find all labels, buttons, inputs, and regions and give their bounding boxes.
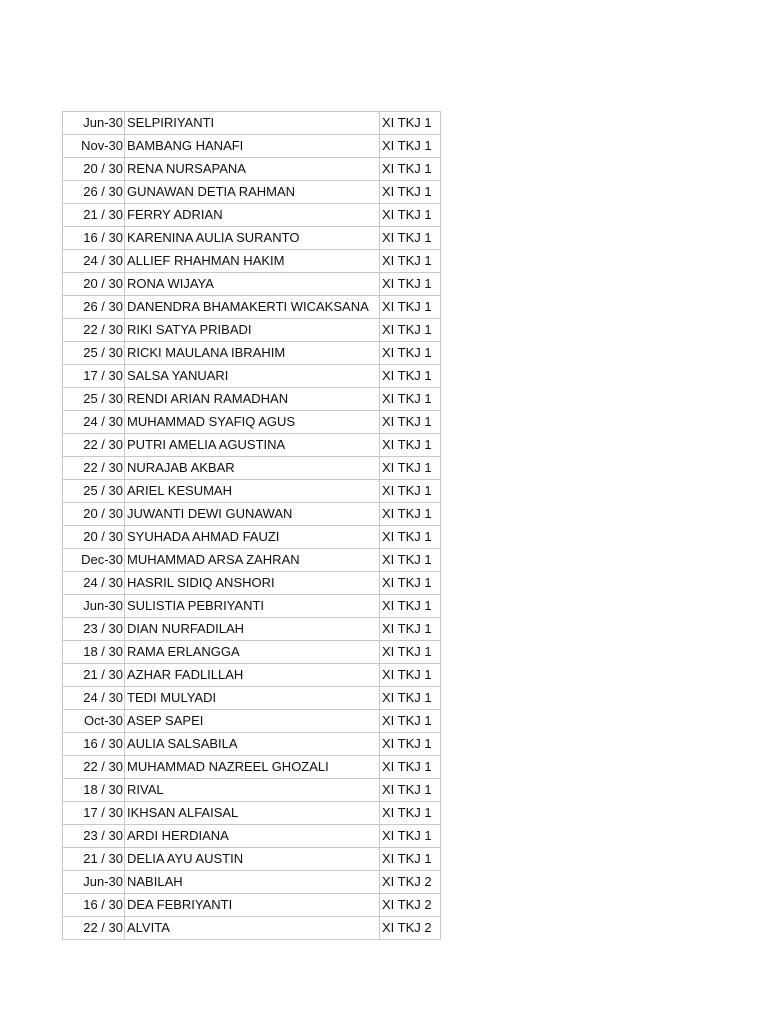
- student-name-cell: SELPIRIYANTI: [125, 112, 380, 135]
- student-name-cell: GUNAWAN DETIA RAHMAN: [125, 181, 380, 204]
- table-row: [63, 411, 441, 434]
- score-cell: 17 / 30: [63, 365, 125, 388]
- score-cell: 22 / 30: [63, 917, 125, 940]
- student-name-cell: NURAJAB AKBAR: [125, 457, 380, 480]
- spreadsheet-page: [62, 111, 440, 940]
- score-cell: 24 / 30: [63, 411, 125, 434]
- table-row: [63, 158, 441, 181]
- table-row: [63, 779, 441, 802]
- class-cell: XI TKJ 1: [380, 342, 441, 365]
- score-cell: 23 / 30: [63, 825, 125, 848]
- table-row: [63, 434, 441, 457]
- score-cell: 21 / 30: [63, 848, 125, 871]
- student-score-table: [62, 111, 441, 940]
- table-row: [63, 457, 441, 480]
- student-name-cell: SALSA YANUARI: [125, 365, 380, 388]
- student-name-cell: NABILAH: [125, 871, 380, 894]
- score-cell: Oct-30: [63, 710, 125, 733]
- table-row: [63, 618, 441, 641]
- score-cell: 25 / 30: [63, 342, 125, 365]
- class-cell: XI TKJ 1: [380, 733, 441, 756]
- student-name-cell: AZHAR FADLILLAH: [125, 664, 380, 687]
- table-row: [63, 526, 441, 549]
- score-cell: Dec-30: [63, 549, 125, 572]
- class-cell: XI TKJ 1: [380, 687, 441, 710]
- class-cell: XI TKJ 1: [380, 135, 441, 158]
- student-name-cell: DEA FEBRIYANTI: [125, 894, 380, 917]
- score-cell: 18 / 30: [63, 641, 125, 664]
- score-cell: Jun-30: [63, 871, 125, 894]
- student-name-cell: SYUHADA AHMAD FAUZI: [125, 526, 380, 549]
- class-cell: XI TKJ 1: [380, 388, 441, 411]
- score-cell: 21 / 30: [63, 204, 125, 227]
- score-cell: 22 / 30: [63, 457, 125, 480]
- table-row: [63, 319, 441, 342]
- score-cell: 20 / 30: [63, 526, 125, 549]
- student-name-cell: SULISTIA PEBRIYANTI: [125, 595, 380, 618]
- score-cell: 23 / 30: [63, 618, 125, 641]
- score-cell: 16 / 30: [63, 733, 125, 756]
- score-cell: 24 / 30: [63, 572, 125, 595]
- class-cell: XI TKJ 1: [380, 434, 441, 457]
- student-name-cell: ASEP SAPEI: [125, 710, 380, 733]
- student-name-cell: HASRIL SIDIQ ANSHORI: [125, 572, 380, 595]
- student-name-cell: BAMBANG HANAFI: [125, 135, 380, 158]
- table-row: [63, 825, 441, 848]
- class-cell: XI TKJ 1: [380, 756, 441, 779]
- class-cell: XI TKJ 2: [380, 894, 441, 917]
- student-name-cell: ALVITA: [125, 917, 380, 940]
- class-cell: XI TKJ 1: [380, 250, 441, 273]
- score-cell: 26 / 30: [63, 181, 125, 204]
- student-name-cell: DELIA AYU AUSTIN: [125, 848, 380, 871]
- class-cell: XI TKJ 1: [380, 503, 441, 526]
- student-name-cell: ARDI HERDIANA: [125, 825, 380, 848]
- table-row: [63, 250, 441, 273]
- table-row: [63, 733, 441, 756]
- class-cell: XI TKJ 1: [380, 549, 441, 572]
- student-name-cell: IKHSAN ALFAISAL: [125, 802, 380, 825]
- table-row: [63, 848, 441, 871]
- class-cell: XI TKJ 1: [380, 595, 441, 618]
- table-row: [63, 572, 441, 595]
- table-row: [63, 388, 441, 411]
- score-cell: 18 / 30: [63, 779, 125, 802]
- score-cell: 20 / 30: [63, 158, 125, 181]
- score-cell: 22 / 30: [63, 756, 125, 779]
- table-row: [63, 503, 441, 526]
- table-row: [63, 296, 441, 319]
- student-name-cell: MUHAMMAD NAZREEL GHOZALI: [125, 756, 380, 779]
- student-name-cell: ARIEL KESUMAH: [125, 480, 380, 503]
- table-row: [63, 135, 441, 158]
- student-name-cell: RIVAL: [125, 779, 380, 802]
- score-cell: Nov-30: [63, 135, 125, 158]
- score-cell: 22 / 30: [63, 319, 125, 342]
- student-name-cell: RONA WIJAYA: [125, 273, 380, 296]
- table-body: [63, 112, 441, 940]
- class-cell: XI TKJ 1: [380, 779, 441, 802]
- class-cell: XI TKJ 1: [380, 802, 441, 825]
- student-name-cell: RAMA ERLANGGA: [125, 641, 380, 664]
- class-cell: XI TKJ 2: [380, 917, 441, 940]
- table-row: [63, 227, 441, 250]
- student-name-cell: RIKI SATYA PRIBADI: [125, 319, 380, 342]
- class-cell: XI TKJ 1: [380, 411, 441, 434]
- table-row: [63, 480, 441, 503]
- class-cell: XI TKJ 1: [380, 273, 441, 296]
- student-name-cell: RICKI MAULANA IBRAHIM: [125, 342, 380, 365]
- class-cell: XI TKJ 1: [380, 365, 441, 388]
- class-cell: XI TKJ 1: [380, 112, 441, 135]
- score-cell: 22 / 30: [63, 434, 125, 457]
- class-cell: XI TKJ 1: [380, 710, 441, 733]
- table-row: [63, 549, 441, 572]
- score-cell: 16 / 30: [63, 894, 125, 917]
- table-row: [63, 595, 441, 618]
- table-row: [63, 917, 441, 940]
- table-row: [63, 641, 441, 664]
- table-row: [63, 894, 441, 917]
- score-cell: 20 / 30: [63, 503, 125, 526]
- class-cell: XI TKJ 2: [380, 871, 441, 894]
- score-cell: 25 / 30: [63, 480, 125, 503]
- table-row: [63, 710, 441, 733]
- table-row: [63, 687, 441, 710]
- class-cell: XI TKJ 1: [380, 526, 441, 549]
- score-cell: 24 / 30: [63, 687, 125, 710]
- score-cell: 21 / 30: [63, 664, 125, 687]
- score-cell: 20 / 30: [63, 273, 125, 296]
- student-name-cell: PUTRI AMELIA AGUSTINA: [125, 434, 380, 457]
- class-cell: XI TKJ 1: [380, 618, 441, 641]
- class-cell: XI TKJ 1: [380, 480, 441, 503]
- table-row: [63, 342, 441, 365]
- student-name-cell: DIAN NURFADILAH: [125, 618, 380, 641]
- student-name-cell: KARENINA AULIA SURANTO: [125, 227, 380, 250]
- class-cell: XI TKJ 1: [380, 296, 441, 319]
- student-name-cell: MUHAMMAD ARSA ZAHRAN: [125, 549, 380, 572]
- student-name-cell: AULIA SALSABILA: [125, 733, 380, 756]
- student-name-cell: TEDI MULYADI: [125, 687, 380, 710]
- class-cell: XI TKJ 1: [380, 572, 441, 595]
- table-row: [63, 204, 441, 227]
- student-name-cell: DANENDRA BHAMAKERTI WICAKSANA: [125, 296, 380, 319]
- table-row: [63, 802, 441, 825]
- score-cell: 17 / 30: [63, 802, 125, 825]
- score-cell: 16 / 30: [63, 227, 125, 250]
- class-cell: XI TKJ 1: [380, 204, 441, 227]
- score-cell: Jun-30: [63, 112, 125, 135]
- class-cell: XI TKJ 1: [380, 181, 441, 204]
- score-cell: 24 / 30: [63, 250, 125, 273]
- class-cell: XI TKJ 1: [380, 319, 441, 342]
- class-cell: XI TKJ 1: [380, 158, 441, 181]
- table-row: [63, 273, 441, 296]
- student-name-cell: RENA NURSAPANA: [125, 158, 380, 181]
- student-name-cell: JUWANTI DEWI GUNAWAN: [125, 503, 380, 526]
- table-row: [63, 664, 441, 687]
- class-cell: XI TKJ 1: [380, 641, 441, 664]
- table-row: [63, 365, 441, 388]
- class-cell: XI TKJ 1: [380, 664, 441, 687]
- student-name-cell: ALLIEF RHAHMAN HAKIM: [125, 250, 380, 273]
- class-cell: XI TKJ 1: [380, 848, 441, 871]
- table-row: [63, 871, 441, 894]
- score-cell: 25 / 30: [63, 388, 125, 411]
- score-cell: Jun-30: [63, 595, 125, 618]
- class-cell: XI TKJ 1: [380, 457, 441, 480]
- student-name-cell: MUHAMMAD SYAFIQ AGUS: [125, 411, 380, 434]
- table-row: [63, 112, 441, 135]
- score-cell: 26 / 30: [63, 296, 125, 319]
- table-row: [63, 181, 441, 204]
- student-name-cell: FERRY ADRIAN: [125, 204, 380, 227]
- table-row: [63, 756, 441, 779]
- student-name-cell: RENDI ARIAN RAMADHAN: [125, 388, 380, 411]
- class-cell: XI TKJ 1: [380, 227, 441, 250]
- class-cell: XI TKJ 1: [380, 825, 441, 848]
